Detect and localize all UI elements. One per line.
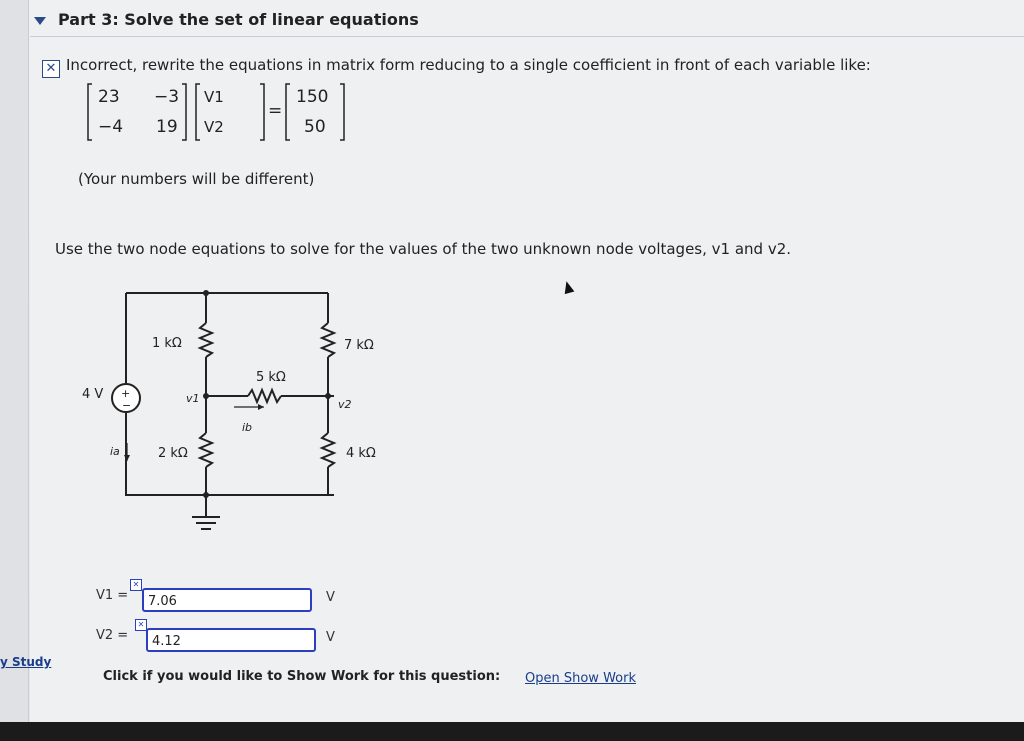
note-text: (Your numbers will be different): [78, 170, 315, 188]
part-title[interactable]: [34, 10, 419, 29]
resistor-7k-label: 7 kΩ: [344, 338, 374, 353]
resistor-4k-label: 4 kΩ: [346, 446, 376, 461]
v2-input[interactable]: 4.12: [146, 628, 316, 652]
feedback-text: Incorrect, rewrite the equations in matrix form reducing to a single coefficient in front of each variable like:: [66, 56, 871, 74]
divider: [30, 36, 1024, 37]
incorrect-x-icon: ✕: [42, 60, 60, 78]
v2-unit: V: [326, 630, 335, 645]
svg-text:−: −: [122, 399, 132, 412]
source-label: 4 V: [82, 387, 104, 402]
left-rail: [0, 0, 29, 722]
resistor-5k-label: 5 kΩ: [256, 370, 286, 385]
matrix-b2: 50: [304, 117, 326, 137]
part-title-text: Part 3: Solve the set of linear equations: [58, 10, 419, 29]
v1-label: V1 =: [96, 588, 129, 603]
current-ib-label: ib: [242, 421, 253, 434]
circuit-diagram: [80, 285, 420, 535]
node-v1-label: v1: [186, 392, 200, 405]
v2-label: V2 =: [96, 628, 129, 643]
resistor-1k-label: 1 kΩ: [152, 336, 182, 351]
resistor-2k-label: 2 kΩ: [158, 446, 188, 461]
node-v2-label: v2: [338, 398, 352, 411]
matrix-a22: 19: [156, 117, 178, 137]
collapse-triangle-icon[interactable]: [34, 17, 46, 25]
matrix-v2: V2: [204, 118, 224, 136]
v1-unit: V: [326, 590, 335, 605]
open-show-work-link[interactable]: Open Show Work: [525, 671, 636, 686]
matrix-b1: 150: [296, 87, 329, 107]
bottom-bar: [0, 722, 1024, 741]
study-link[interactable]: y Study: [0, 655, 52, 669]
v2-incorrect-x-icon: ✕: [135, 619, 147, 631]
show-work-prompt: Click if you would like to Show Work for this question:: [103, 669, 501, 684]
instruction-text: Use the two node equations to solve for the values of the two unknown node voltages, v1 and v2.: [55, 240, 792, 258]
current-ia-label: ia: [110, 445, 120, 458]
v1-input[interactable]: 7.06: [142, 588, 312, 612]
matrix-v1: V1: [204, 88, 224, 106]
matrix-example: [84, 80, 354, 144]
v1-incorrect-x-icon: ✕: [130, 579, 142, 591]
matrix-a11: 23: [98, 87, 120, 107]
feedback-status: [42, 56, 871, 78]
matrix-a21: −4: [98, 117, 124, 137]
matrix-equals: =: [268, 101, 283, 121]
matrix-a12: −3: [154, 87, 180, 107]
svg-text:+: +: [121, 387, 131, 400]
